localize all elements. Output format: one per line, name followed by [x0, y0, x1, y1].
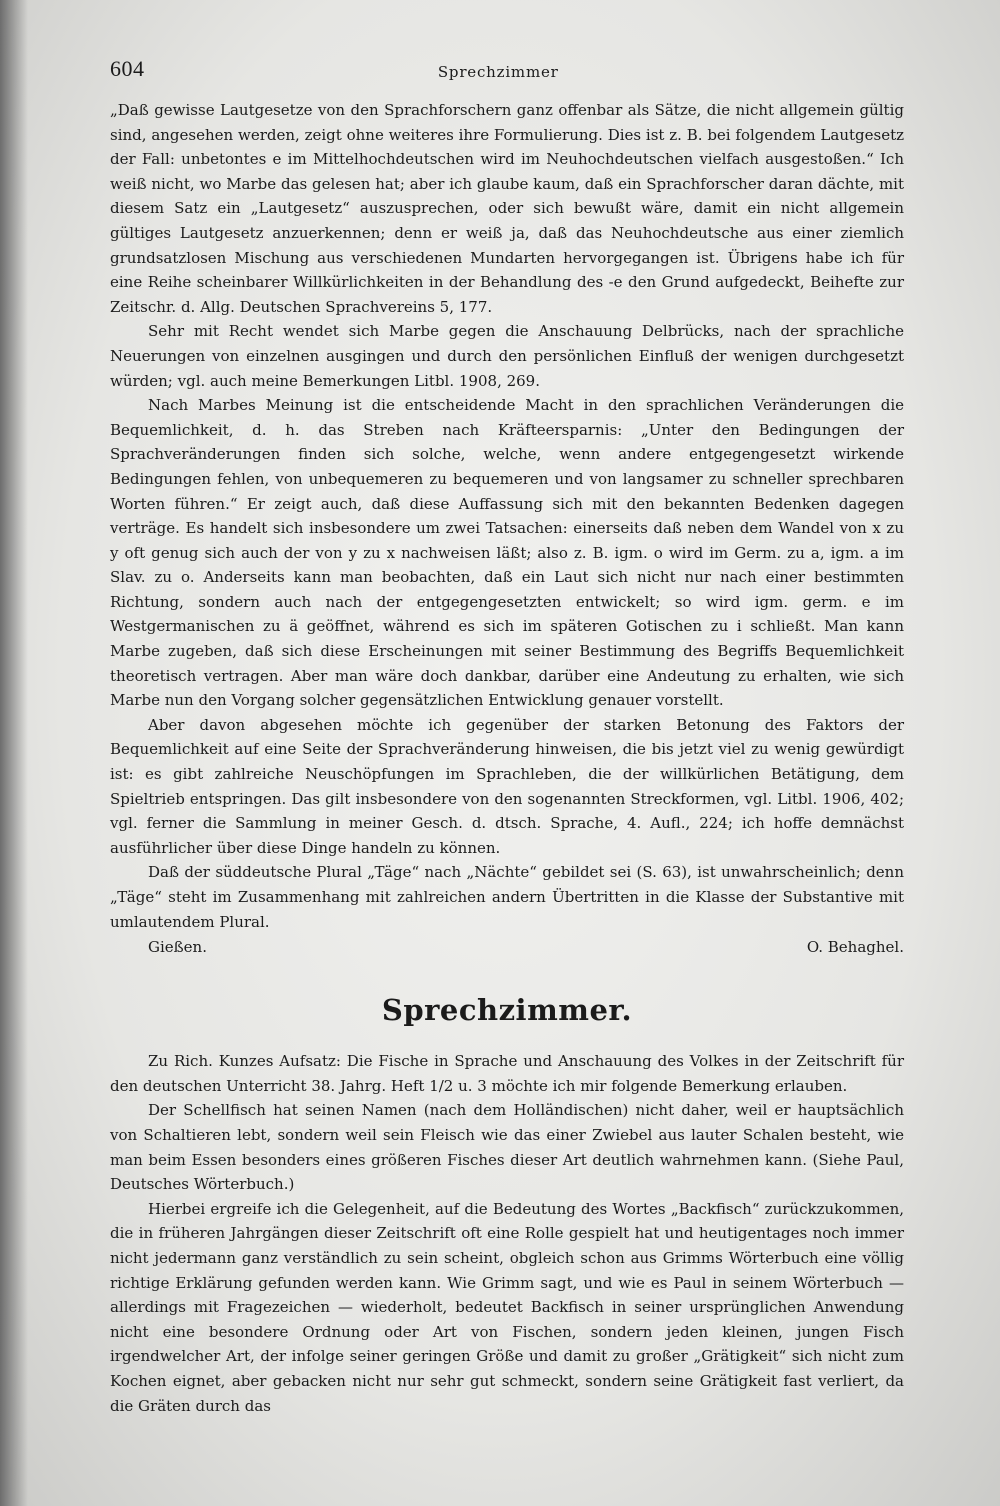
- paragraph-backfisch: Hierbei ergreife ich die Gelegenheit, auf die Bedeutung des Wortes „Backfisch“ zurückzukommen, die in früheren Jahrgängen dieser Zeitschrift oft eine Rolle gespielt hat und heutigentages noch immer nicht jedermann ganz verständlich zu sein scheint, obgleich schon aus Grimms Wörterbuch eine völlig richtige Erklärung gefunden werden kann. Wie Grimm sagt, und wie es Paul in seinem Wörterbuch — allerdings mit Fragezeichen — wiederholt, bedeutet Backfisch in seiner ursprünglichen Anwendung nicht eine besondere Ordnung oder Art von Fischen, sondern jeden kleinen, jungen Fisch irgendwelcher Art, der infolge seiner geringen Größe und damit zu großer „Grätigkeit“ sich nicht zum Kochen eignet, aber gebacken nicht nur sehr gut schmeckt, sondern seine Grätigkeit fast verliert, da die Gräten durch das: [110, 1199, 904, 1415]
- running-title: Sprechzimmer: [437, 63, 559, 81]
- page-number: 604: [110, 56, 145, 81]
- paragraph-schellfisch: Der Schellfisch hat seinen Namen (nach dem Holländischen) nicht daher, weil er hauptsächlich von Schaltieren lebt, sondern weil sein Fleisch wie das einer Zwiebel aus lauter Schalen besteht, wie man beim Essen besonders eines größeren Fisches dieser Art deutlich wahrnehmen kann. (Siehe Paul, Deutsches Wörterbuch.): [110, 1101, 904, 1194]
- paragraph-quote: „Daß gewisse Lautgesetze von den Sprachforschern ganz offenbar als Sätze, die nicht allgemein gültig sind, angesehen werden, zeigt ohne weiteres ihre Formulierung. Dies ist z. B. bei folgendem Lautgesetz der Fall: unbetontes e im Mittelhochdeutschen wird im Neuhochdeutschen vielfach ausgestoßen.“ Ich weiß nicht, wo Marbe das gelesen hat; aber ich glaube kaum, daß ein Sprachforscher daran dächte, mit diesem Satz ein „Lautgesetz“ auszusprechen, oder sich bewußt wäre, damit ein nicht allgemein gültiges Lautgesetz anzuerkennen; denn er weiß ja, daß das Neuhochdeutsche aus einer ziemlich grundsatzlosen Mischung aus verschiedenen Mundarten hervorgegangen ist. Übrigens habe ich für eine Reihe scheinbarer Willkürlichkeiten in der Behandlung des -e den Grund aufgedeckt, Beihefte zur Zeitschr. d. Allg. Deutschen Sprachvereins 5, 177.: [110, 101, 904, 316]
- author-signature: O. Behaghel.: [806, 938, 904, 957]
- paragraph-marbe-opinion: Nach Marbes Meinung ist die entscheidende Macht in den sprachlichen Veränderungen die Bequemlichkeit, d. h. das Streben nach Kräfteersparnis: „Unter den Bedingungen der Sprachveränderungen finden sich solche, welche, wenn andere entgegengesetzt wirkende Bedingungen fehlen, von unbequemeren zu bequemeren und von langsamer zu schneller sprechbaren Worten führen.“ Er zeigt auch, daß diese Auffassung sich mit den bekannten Bedenken dagegen verträge. Es handelt sich insbesondere um zwei Tatsachen: einerseits daß neben dem Wandel von x zu y oft genug sich auch der von y zu x nachweisen läßt; also z. B. igm. o wird im Germ. zu a, igm. a im Slav. zu o. Anderseits kann man beobachten, daß ein Laut sich nicht nur nach einer bestimmten Richtung, sondern auch nach der entgegengesetzten entwickelt; so wird igm. germ. e im Westgermanischen zu ä geöffnet, während es sich im späteren Gotischen zu i schließt. Man kann Marbe zugeben, daß sich diese Erscheinungen mit seiner Bestimmung des Begriffs Bequemlichkeit theoretisch vertragen. Aber man wäre doch dankbar, darüber eine Andeutung zu erhalten, wie sich Marbe nun den Vorgang solcher gegensätzlichen Entwicklung genauer vorstellt.: [110, 396, 904, 710]
- signature-row: [110, 935, 904, 959]
- paragraph-neuschoepfungen: Aber davon abgesehen möchte ich gegenüber der starken Betonung des Faktors der Bequemlichkeit auf eine Seite der Sprachveränderung hinweisen, die bis jetzt viel zu wenig gewürdigt ist: es gibt zahlreiche Neuschöpfungen im Sprachleben, die der willkürlichen Betätigung, dem Spieltrieb entspringen. Das gilt insbesondere von den sogenannten Streckformen, vgl. Litbl. 1906, 402; vgl. ferner die Sammlung in meiner Gesch. d. dtsch. Sprache, 4. Aufl., 224; ich hoffe demnächst ausführlicher über diese Dinge handeln zu können.: [110, 715, 904, 857]
- paragraph-kunze: Zu Rich. Kunzes Aufsatz: Die Fische in Sprache und Anschauung des Volkes in der Zeitschrift für den deutschen Unterricht 38. Jahrg. Heft 1/2 u. 3 möchte ich mir folgende Bemerkung erlauben.: [110, 1052, 904, 1095]
- main-text: [110, 98, 904, 1418]
- paragraph-plural: Daß der süddeutsche Plural „Täge“ nach „Nächte“ gebildet sei (S. 63), ist unwahrscheinlich; denn „Täge“ steht im Zusammenhang mit zahlreichen andern Übertritten in die Klasse der Substantive mit umlautendem Plural.: [110, 863, 904, 931]
- paragraph-delbrueck: Sehr mit Recht wendet sich Marbe gegen die Anschauung Delbrücks, nach der sprachliche Neuerungen von einzelnen ausgingen und durch den persönlichen Einfluß der wenigen durchgesetzt würden; vgl. auch meine Bemerkungen Litbl. 1908, 269.: [110, 322, 904, 390]
- section-title: Sprechzimmer.: [381, 993, 633, 1028]
- place-name: Gießen.: [148, 938, 207, 957]
- running-head: [110, 58, 904, 80]
